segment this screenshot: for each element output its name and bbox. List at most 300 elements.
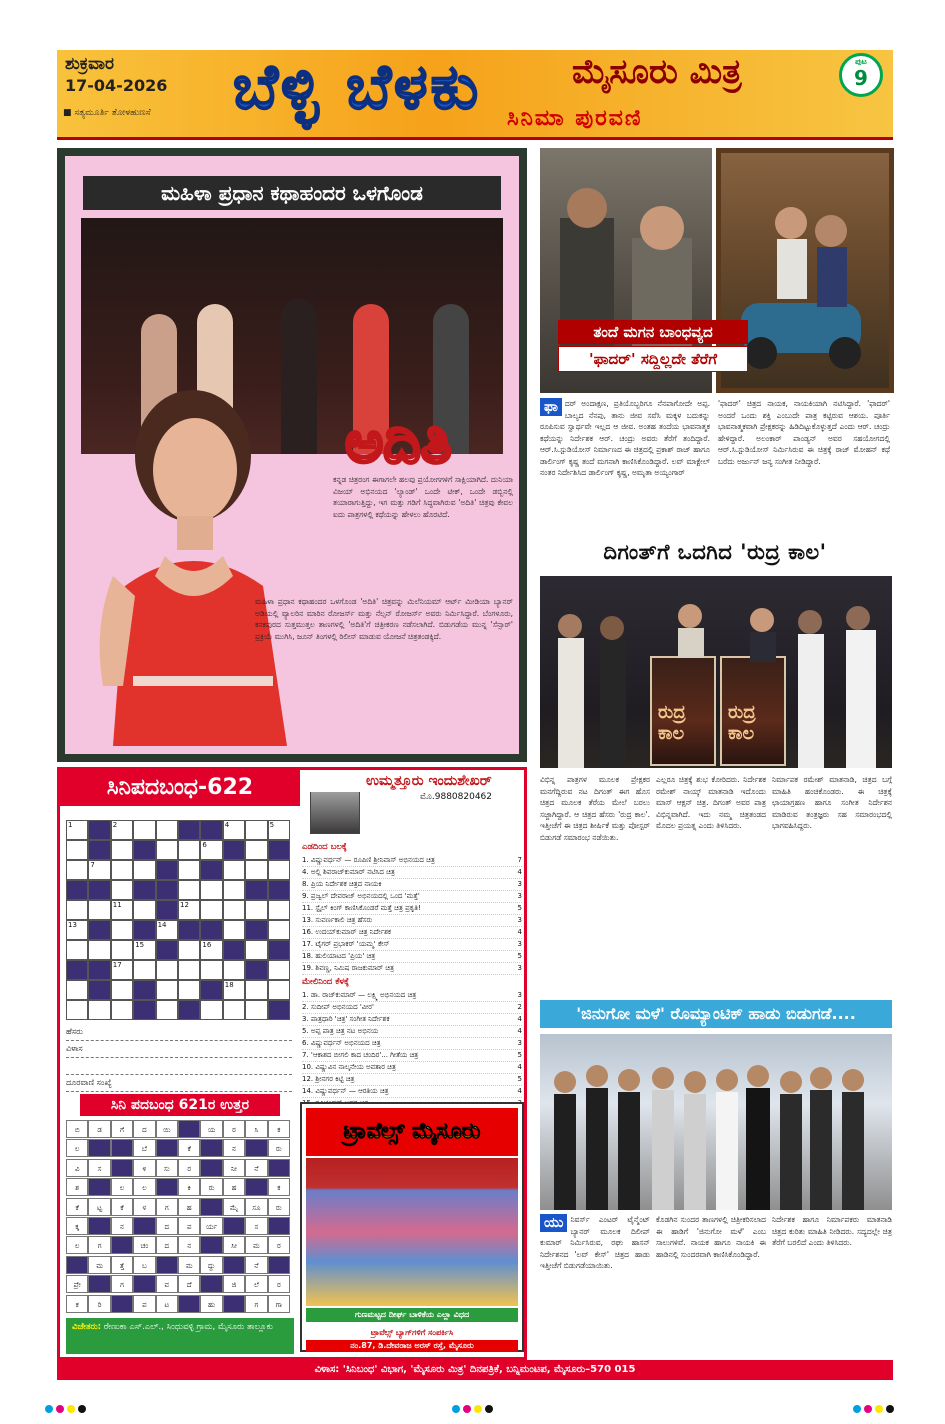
answer-cell: ಕ bbox=[66, 1295, 88, 1313]
aditi-headline: ಮಹಿಳಾ ಪ್ರಧಾನ ಕಥಾಹಂದರ ಒಳಗೊಂಡ bbox=[83, 176, 501, 210]
poster-title-text: ರುದ್ರ ಕಾಲ bbox=[658, 702, 686, 744]
clue-number: 15 bbox=[135, 941, 145, 949]
clue-length: 4 bbox=[517, 1063, 522, 1071]
crossword-cell[interactable] bbox=[111, 820, 133, 840]
across-clue bbox=[302, 903, 522, 915]
crossword-cell[interactable] bbox=[66, 820, 88, 840]
answer-cell: ಬ bbox=[133, 1256, 155, 1274]
across-clue bbox=[302, 963, 522, 975]
registration-mark bbox=[463, 1405, 471, 1413]
answer-cell: ದ್ದು bbox=[200, 1256, 222, 1274]
crossword-cell[interactable] bbox=[245, 840, 267, 860]
answer-cell: ಬಿ bbox=[66, 1120, 88, 1138]
answer-block-cell bbox=[200, 1275, 222, 1293]
clue-length: 3 bbox=[517, 880, 522, 888]
registration-mark bbox=[45, 1405, 53, 1413]
crossword-cell[interactable] bbox=[178, 940, 200, 960]
answer-cell: ಸೀ bbox=[223, 1236, 245, 1254]
crossword-cell[interactable] bbox=[88, 1000, 110, 1020]
crossword-block-cell bbox=[88, 840, 110, 860]
crossword-block-cell bbox=[133, 980, 155, 1000]
page-number-badge bbox=[839, 53, 883, 97]
crossword-block-cell bbox=[268, 840, 290, 860]
crossword-cell[interactable] bbox=[245, 860, 267, 880]
answer-cell: ರಿ bbox=[88, 1295, 110, 1313]
clue-length: 3 bbox=[517, 940, 522, 948]
answer-block-cell bbox=[268, 1256, 290, 1274]
across-clue bbox=[302, 891, 522, 903]
aditi-title: ಅದಿತಿ bbox=[345, 408, 452, 476]
crossword-cell[interactable] bbox=[133, 960, 155, 980]
clue-length: 3 bbox=[517, 892, 522, 900]
jinugo-body-col3: ನಿರ್ದೇಶಕ ಹಾಗೂ ನಿರ್ಮಾಪಕರು ಮಾತನಾಡಿ ಚಿತ್ರದ ಕುರಿತು ಮಾಹಿತಿ ನೀಡಿದರು. ಸದ್ಯದಲ್ಲೇ ಚಿತ್ರ ತೆರೆಗೆ ಬರಲಿದೆ ಎಂದು ತಿಳಿಸಿದರು. bbox=[772, 1215, 892, 1247]
crossword-block-cell bbox=[223, 940, 245, 960]
answer-cell: ಸಿ bbox=[245, 1120, 267, 1138]
clue-length: 3 bbox=[517, 916, 522, 924]
form-phone-label: ದೂರವಾಣಿ ಸಂಖ್ಯೆ bbox=[66, 1078, 112, 1087]
clue-text: 6. ವಿಷ್ಣುವರ್ಧನ್ ಅಭಿನಯದ ಚಿತ್ರ bbox=[302, 1039, 381, 1047]
clue-text: 18. ಹುಲಿಯಾಟದ 'ಪ್ರಿಯ' ಚಿತ್ರ bbox=[302, 952, 376, 960]
answer-cell: ಕ bbox=[268, 1120, 290, 1138]
crossword-title: ಸಿನಿಪದಬಂಧ-622 bbox=[60, 770, 300, 806]
answer-cell: ರ್ಯ bbox=[200, 1217, 222, 1235]
rudra-event-photo bbox=[540, 576, 892, 768]
clue-number: 17 bbox=[112, 961, 122, 969]
crossword-cell[interactable] bbox=[66, 1000, 88, 1020]
crossword-cell[interactable] bbox=[111, 900, 133, 920]
crossword-cell[interactable] bbox=[223, 860, 245, 880]
crossword-cell[interactable] bbox=[88, 940, 110, 960]
answer-cell: ಹ bbox=[178, 1198, 200, 1216]
answer-cell: ದ bbox=[156, 1217, 178, 1235]
crossword-cell[interactable] bbox=[245, 980, 267, 1000]
jinugo-headline: 'ಜಿನುಗೋ ಮಳೆ' ರೊಮ್ಯಾಂಟಿಕ್ ಹಾಡು ಬಿಡುಗಡೆ.... bbox=[540, 1000, 892, 1028]
crossword-block-cell bbox=[88, 960, 110, 980]
crossword-cell[interactable] bbox=[245, 1000, 267, 1020]
answer-block-cell bbox=[200, 1236, 222, 1254]
answer-cell: ಸ bbox=[88, 1159, 110, 1177]
crossword-cell[interactable] bbox=[200, 880, 222, 900]
registration-mark bbox=[875, 1405, 883, 1413]
crossword-block-cell bbox=[245, 880, 267, 900]
answer-cell: ಗಾ bbox=[268, 1295, 290, 1313]
answer-cell: ಮ bbox=[245, 1236, 267, 1254]
jinugo-people-illustration bbox=[540, 1034, 892, 1210]
crossword-block-cell bbox=[268, 940, 290, 960]
previous-answer-grid bbox=[66, 1120, 294, 1316]
ad-line2: ಟ್ರಾವೆಲ್ಸ್ ಬ್ಯಾಗ್‌ಗಳಿಗೆ ಸಂಪರ್ಕಿಸಿ bbox=[306, 1326, 518, 1340]
clues-down-heading: ಮೇಲಿನಿಂದ ಕೆಳಕ್ಕೆ bbox=[302, 977, 349, 987]
clues-down-list bbox=[302, 990, 522, 1110]
crossword-cell[interactable] bbox=[223, 980, 245, 1000]
crossword-cell[interactable] bbox=[133, 940, 155, 960]
answer-cell: ಲ bbox=[66, 1236, 88, 1254]
clue-length: 4 bbox=[517, 1015, 522, 1023]
answer-cell: ಮ bbox=[88, 1256, 110, 1274]
jinugo-dropcap: ಯು bbox=[540, 1214, 567, 1232]
actress-illustration bbox=[73, 386, 325, 746]
crossword-cell[interactable] bbox=[66, 940, 88, 960]
aditi-actress-photo bbox=[73, 386, 325, 746]
answer-block-cell bbox=[245, 1139, 267, 1157]
crossword-block-cell bbox=[268, 880, 290, 900]
father-headline bbox=[558, 320, 748, 372]
answer-cell: ಳಿ bbox=[133, 1159, 155, 1177]
crossword-cell[interactable] bbox=[133, 860, 155, 880]
clue-number: 4 bbox=[224, 821, 230, 829]
down-clue bbox=[302, 1062, 522, 1074]
answer-cell: ಬೆ bbox=[133, 1139, 155, 1157]
crossword-cell[interactable] bbox=[268, 820, 290, 840]
jinugo-event-photo bbox=[540, 1034, 892, 1210]
father-dropcap: ಫಾ bbox=[540, 398, 562, 416]
ad-line1: ಗುಣಮಟ್ಟದ ದೀರ್ಘ ಬಾಳಿಕೆಯ ಎಲ್ಲಾ ವಿಧದ bbox=[306, 1308, 518, 1322]
crossword-cell[interactable] bbox=[156, 1000, 178, 1020]
crossword-author-phone: ಮೊ.9880820462 bbox=[420, 792, 493, 802]
rudra-body-col3: ನಿರ್ಮಾಪಕ ರಮೇಶ್ ಮಾತನಾಡಿ, ಚಿತ್ರದ ಬಗ್ಗೆ ಮಾಹಿತಿ ಹಂಚಿಕೊಂಡರು. ಈ ಚಿತ್ರಕ್ಕೆ ಛಾಯಾಗ್ರಹಣ ಹಾಗೂ ಸಂಗೀತ ನಿರ್ದೇಶನ ಮಾಡಿರುವ ತಂತ್ರಜ್ಞರು ಸಹ ಸಮಾರಂಭದಲ್ಲಿ ಭಾಗವಹಿಸಿದ್ದರು. bbox=[772, 775, 892, 830]
crossword-block-cell bbox=[156, 880, 178, 900]
crossword-cell[interactable] bbox=[111, 920, 133, 940]
answer-block-cell bbox=[268, 1217, 290, 1235]
clue-text: 13. ಸುವರ್ಣಕಾಲಿ ಚಿತ್ರ ಹೆಸರು bbox=[302, 916, 373, 924]
answer-cell: ಲ bbox=[133, 1178, 155, 1196]
answer-block-cell bbox=[223, 1256, 245, 1274]
clue-text: 11. ಸ್ಟೈಲ್ ಕಿಂಗ್ ಕಾಣಿಸಿಕೊಂಡರೆ ಮತ್ತೆ ಚಿತ್ರ ಪ್ರಕೃತಿ! bbox=[302, 904, 421, 912]
answer-cell: ದ bbox=[156, 1236, 178, 1254]
clues-across-list bbox=[302, 855, 522, 975]
answer-block-cell bbox=[133, 1217, 155, 1235]
crossword-block-cell bbox=[223, 840, 245, 860]
crossword-block-cell bbox=[245, 960, 267, 980]
crossword-cell[interactable] bbox=[223, 880, 245, 900]
ad-shop-photo bbox=[306, 1158, 518, 1306]
clue-length: 3 bbox=[517, 964, 522, 972]
clue-text: 3. ಪಾತ್ರಧಾರಿ 'ಚಿತ್ರ' ಸಂಗೀತ ನಿರ್ದೇಶಕ bbox=[302, 1015, 390, 1023]
answer-cell: ವ bbox=[156, 1275, 178, 1293]
answer-cell: ನ bbox=[223, 1139, 245, 1157]
across-clue bbox=[302, 927, 522, 939]
aditi-panel bbox=[65, 156, 519, 754]
aditi-article bbox=[57, 148, 527, 762]
clue-text: 14. ವಿಷ್ಣುವರ್ಧನ್ — ಆರತಿಯ ಚಿತ್ರ bbox=[302, 1087, 389, 1095]
newspaper-logo: ಮೈಸೂರು ಮಿತ್ರ bbox=[572, 52, 742, 92]
page-number: 9 bbox=[854, 66, 868, 90]
crossword-cell[interactable] bbox=[66, 840, 88, 860]
crossword-cell[interactable] bbox=[111, 940, 133, 960]
answer-cell: ಸ bbox=[245, 1217, 267, 1235]
crossword-cell[interactable] bbox=[245, 900, 267, 920]
answer-cell: ಗ bbox=[88, 1236, 110, 1254]
supplement-subtitle: ಸಿನಿಮಾ ಪುರವಣಿ bbox=[507, 106, 643, 131]
across-clue bbox=[302, 939, 522, 951]
clue-text: 17. ಟೈಗರ್ ಪ್ರಭಾಕರ್ 'ಯಮ್ಮ' ಕೇಸ್ bbox=[302, 940, 390, 948]
answer-block-cell bbox=[200, 1139, 222, 1157]
crossword-cell[interactable] bbox=[111, 860, 133, 880]
clue-text: 1. ಡಾ. ರಾಜ್‌ಕುಮಾರ್ — ಲಕ್ಷ್ಮಿ ಅಭಿನಯದ ಚಿತ್ರ bbox=[302, 991, 417, 999]
answer-cell: ಸು bbox=[156, 1159, 178, 1177]
answer-cell: ಶ bbox=[66, 1178, 88, 1196]
masthead-editor: ■ ಸತ್ಯಮೂರ್ತಿ ತೋಳಹುಣಸೆ bbox=[63, 108, 151, 118]
registration-mark bbox=[78, 1405, 86, 1413]
ad-address: ನಂ.87, ಡಿ.ದೇವರಾಜ ಅರಸ್ ರಸ್ತೆ, ಮೈಸೂರು bbox=[306, 1340, 518, 1352]
crossword-cell[interactable] bbox=[268, 980, 290, 1000]
registration-mark bbox=[485, 1405, 493, 1413]
crossword-cell[interactable] bbox=[156, 820, 178, 840]
answer-cell: ರ bbox=[223, 1120, 245, 1138]
crossword-block-cell bbox=[178, 820, 200, 840]
answer-block-cell bbox=[111, 1159, 133, 1177]
crossword-cell[interactable] bbox=[133, 820, 155, 840]
crossword-postal-address: ವಿಳಾಸ: 'ಸಿನಿಬಂಧ' ವಿಭಾಗ, 'ಮೈಸೂರು ಮಿತ್ರ' ದಿನಪತ್ರಿಕೆ, ಬನ್ನಿಮಂಟಪ, ಮೈಸೂರು–570 015 bbox=[57, 1360, 893, 1380]
answer-cell: ಲ bbox=[111, 1178, 133, 1196]
crossword-cell[interactable] bbox=[88, 860, 110, 880]
jinugo-body-col1 bbox=[540, 1214, 650, 1272]
answer-block-cell bbox=[88, 1178, 110, 1196]
crossword-cell[interactable] bbox=[178, 960, 200, 980]
answer-cell: ದ bbox=[133, 1120, 155, 1138]
crossword-cell[interactable] bbox=[156, 920, 178, 940]
clue-length: 3 bbox=[517, 991, 522, 999]
registration-mark bbox=[853, 1405, 861, 1413]
masthead-date: 17-04-2026 bbox=[65, 76, 168, 95]
father-headline-line2: 'ಫಾದರ್' ಸದ್ದಿಲ್ಲದೇ ತೆರೆಗೆ bbox=[558, 346, 748, 372]
clue-text: 8. ಪ್ರಿಯ ನಿರ್ದೇಶಕ ಚಿತ್ರದ ನಾಯಕಿ bbox=[302, 880, 382, 888]
crossword-cell[interactable] bbox=[156, 840, 178, 860]
jinugo-body-col2: ಕೊಡಗಿನ ಸುಂದರ ತಾಣಗಳಲ್ಲಿ ಚಿತ್ರೀಕರಿಸಲಾದ ಈ ಹಾಡಿಗೆ 'ಜಿನುಗೋ ಮಳೆ' ಎಂಬ ಸಾಲುಗಳಿವೆ. ನಾಯಕ ಹಾಗೂ ನಾಯಕಿ ಈ ಹಾಡಿನಲ್ಲಿ ಸುಂದರವಾಗಿ ಕಾಣಿಸಿಕೊಂಡಿದ್ದಾರೆ. bbox=[656, 1215, 766, 1259]
answer-cell: ಪ bbox=[178, 1217, 200, 1235]
form-name-label: ಹೆಸರು bbox=[66, 1027, 83, 1036]
crossword-cell[interactable] bbox=[178, 880, 200, 900]
down-clue bbox=[302, 1074, 522, 1086]
answer-block-cell bbox=[156, 1178, 178, 1196]
answer-block-cell bbox=[245, 1178, 267, 1196]
form-name-field[interactable] bbox=[66, 1024, 292, 1041]
crossword-cell[interactable] bbox=[133, 900, 155, 920]
crossword-block-cell bbox=[200, 860, 222, 880]
clue-number: 6 bbox=[202, 841, 207, 849]
crossword-cell[interactable] bbox=[223, 1000, 245, 1020]
answer-cell: ವಿ bbox=[66, 1159, 88, 1177]
answer-cell: ಗ bbox=[111, 1275, 133, 1293]
crossword-block-cell bbox=[88, 980, 110, 1000]
father-body-col1 bbox=[540, 398, 710, 479]
father-body-text: ದರ್ ಅಂದಾಕ್ಷಣ, ಪ್ರತಿಯೊಬ್ಬರಿಗೂ ನೆನಪಾಗೋದೇ ಅಪ್ಪ. ಬಾಲ್ಯದ ನೆನಪು, ತಾನು ಜೀವ ಸವೆಸಿ ಮಕ್ಕಳ ಬದುಕನ್ನು ರೂಪಿಸುವ ಸ್ವಾರ್ಥವೇ ಇಲ್ಲದ ಆ ಜೀವ. ಅಂತಹ ತಂದೆಯ ಭಾವನಾತ್ಮಕ ಕಥೆಯನ್ನು ನಿರ್ದೇಶಕ ಆರ್. ಚಂದ್ರು ಅವರು ತೆರೆಗೆ ತಂದಿದ್ದಾರೆ. ಆರ್.ಸಿ.ಸ್ಟುಡಿಯೋಸ್ ನಿರ್ಮಾಣದ ಈ ಚಿತ್ರದಲ್ಲಿ ಪ್ರಕಾಶ್ ರಾಜ್ ಹಾಗೂ ಡಾರ್ಲಿಂಗ್ ಕೃಷ್ಣ ತಂದೆ ಮಗನಾಗಿ ಕಾಣಿಸಿಕೊಂಡಿದ್ದಾರೆ. ಲವ್ ಮಾಕ್ಟೇಲ್ ನಂತರ ನಿರ್ದೇಶಿಸಿದ ಡಾರ್ಲಿಂಗ್ ಕೃಷ್ಣ, ಅಮೃತಾ ಅಯ್ಯಂಗಾರ್ bbox=[540, 399, 710, 477]
clue-number: 14 bbox=[157, 921, 167, 929]
answer-cell: ಕೆ bbox=[66, 1198, 88, 1216]
page-label: ಪುಟ bbox=[855, 57, 867, 66]
answer-cell: ಡ bbox=[88, 1120, 110, 1138]
crossword-cell[interactable] bbox=[200, 900, 222, 920]
supplement-title: ಬೆಳ್ಳಿ ಬೆಳಕು bbox=[233, 50, 482, 123]
crossword-block-cell bbox=[133, 880, 155, 900]
crossword-block-cell bbox=[133, 1000, 155, 1020]
father-headline-line1: ತಂದೆ ಮಗನ ಬಾಂಧವ್ಯದ bbox=[558, 320, 748, 344]
crossword-cell[interactable] bbox=[156, 960, 178, 980]
crossword-block-cell bbox=[200, 920, 222, 940]
jinugo-body-text: ನಿವರ್ಸ್ ಎಂಟರ್ ಟೈನ್ಮೆಂಟ್ ಬ್ಯಾನರ್ ಮೂಲಕ ದಿಲೀಪ್ ಕುಮಾರ್ ನಿರ್ಮಿಸಿರುವ, ರಘು ಹಾಸನ್ ನಿರ್ದೇಶನದ 'ಲವ್ ಕೇಸ್' ಚಿತ್ರದ ಹಾಡು ಇತ್ತೀಚೆಗೆ ಬಿಡುಗಡೆಯಾಯಿತು. bbox=[540, 1215, 650, 1270]
answer-cell: ನೆ bbox=[245, 1159, 267, 1177]
crossword-block-cell bbox=[133, 920, 155, 940]
registration-mark bbox=[886, 1405, 894, 1413]
answer-cell: ಕ bbox=[268, 1178, 290, 1196]
crossword-cell[interactable] bbox=[268, 860, 290, 880]
down-clue bbox=[302, 1026, 522, 1038]
crossword-block-cell bbox=[88, 820, 110, 840]
across-clue bbox=[302, 915, 522, 927]
crossword-block-cell bbox=[178, 920, 200, 940]
answer-block-cell bbox=[111, 1139, 133, 1157]
crossword-block-cell bbox=[200, 980, 222, 1000]
clue-number: 16 bbox=[202, 941, 212, 949]
clue-text: 2. ಸುದೀಪ್ ಅಭಿನಯದ 'ವೀರ' bbox=[302, 1003, 374, 1011]
crossword-cell[interactable] bbox=[66, 860, 88, 880]
answer-cell: ಮ bbox=[178, 1256, 200, 1274]
answer-cell: ಯ bbox=[200, 1120, 222, 1138]
answer-cell: ರು bbox=[268, 1139, 290, 1157]
crossword-cell[interactable] bbox=[200, 960, 222, 980]
crossword-block-cell bbox=[88, 880, 110, 900]
answer-block-cell bbox=[111, 1295, 133, 1313]
aditi-body-text-continued: ಮಹಿಳಾ ಪ್ರಧಾನ ಕಥಾಹಂದರ ಒಳಗೊಂಡ 'ಅದಿತಿ' ಚಿತ್ರವನ್ನು ಮಿಲೆನಿಯಮ್ ಆರ್ಟ್ ಮೀಡಿಯಾ ಬ್ಯಾನರ್ ಅಡಿಯಲ್ಲಿ ವ್ಯಾಲರಿನ ಮಾರಿನ ರೋಜರ್ಸ್ ಮತ್ತು ನೆಲ್ಸನ್ ರೋಜರ್ಸ್ ಅವರು ನಿರ್ಮಿಸಿದ್ದಾರೆ. ಬೆಂಗಳೂರು, ಕನಕಪುರದ ಸುತ್ತಮುತ್ತಲ ತಾಣಗಳಲ್ಲಿ 'ಅದಿತಿ'ಗೆ ಚಿತ್ರೀಕರಣ ನಡೆಸಲಾಗಿದೆ. ಬಿಡುಗಡೆಯ ಮುನ್ನ 'ಸೆನ್ಸಾರ್' ಪ್ರಕ್ರಿಯೆ ಮುಗಿಸಿ, ಜೂನ್ ತಿಂಗಳಲ್ಲಿ ರಿಲೀಸ್ ಮಾಡುವ ಯೋಜನೆ ಚಿತ್ರತಂಡಕ್ಕಿದೆ. bbox=[255, 597, 513, 641]
answer-cell: ರ bbox=[268, 1236, 290, 1254]
across-clue bbox=[302, 855, 522, 867]
answer-block-cell bbox=[133, 1275, 155, 1293]
clue-text: 10. ವಿಷ್ಣುವಿನ ನಾಲ್ಕನೇಯ ಅವತಾರ ಚಿತ್ರ bbox=[302, 1063, 396, 1071]
clue-text: 19. ಶಿವಣ್ಣ, ನಿಮಿಷ ರಾಜಕುಮಾರ್ ಚಿತ್ರ bbox=[302, 964, 394, 972]
crossword-cell[interactable] bbox=[268, 900, 290, 920]
poster-title-text: ರುದ್ರ ಕಾಲ bbox=[728, 702, 756, 744]
winner-label: ವಿಜೇತರು: bbox=[72, 1322, 102, 1332]
crossword-cell[interactable] bbox=[111, 1000, 133, 1020]
crossword-cell[interactable] bbox=[178, 840, 200, 860]
across-clue bbox=[302, 951, 522, 963]
rudra-people-illustration bbox=[540, 576, 892, 768]
answer-block-cell bbox=[223, 1295, 245, 1313]
crossword-cell[interactable] bbox=[200, 1000, 222, 1020]
ad-title: ಟ್ರಾವೆಲ್ಸ್ ಮೈಸೂರು bbox=[306, 1108, 518, 1156]
crossword-cell[interactable] bbox=[66, 900, 88, 920]
crossword-block-cell bbox=[66, 880, 88, 900]
crossword-cell[interactable] bbox=[111, 980, 133, 1000]
answer-cell: ರು bbox=[268, 1198, 290, 1216]
answer-cell: ಕೆ bbox=[178, 1139, 200, 1157]
answer-block-cell bbox=[88, 1217, 110, 1235]
answer-cell: ಪ bbox=[133, 1295, 155, 1313]
form-phone-field[interactable] bbox=[66, 1075, 292, 1092]
down-clue bbox=[302, 1038, 522, 1050]
travels-advertisement bbox=[300, 1102, 524, 1352]
crossword-block-cell bbox=[156, 900, 178, 920]
answer-cell: ಳ bbox=[133, 1198, 155, 1216]
crossword-clues bbox=[302, 840, 522, 1110]
answer-cell: ಚಂ bbox=[133, 1236, 155, 1254]
clue-text: 9. ಪ್ರಜ್ವಲ್ ದೇವರಾಜ್ ಅಭಿನಯದಲ್ಲಿ ಒಂದ 'ಮತ್ತೆ' bbox=[302, 892, 420, 900]
crossword-cell[interactable] bbox=[223, 960, 245, 980]
answer-cell: ಸೂ bbox=[245, 1198, 267, 1216]
answer-block-cell bbox=[156, 1256, 178, 1274]
crossword-cell[interactable] bbox=[66, 980, 88, 1000]
crossword-cell[interactable] bbox=[200, 940, 222, 960]
answer-cell: ದೆ bbox=[178, 1275, 200, 1293]
clue-number: 1 bbox=[68, 821, 73, 829]
crossword-cell[interactable] bbox=[245, 820, 267, 840]
crossword-cell[interactable] bbox=[268, 920, 290, 940]
clue-length: 4 bbox=[517, 1027, 522, 1035]
crossword-cell[interactable] bbox=[178, 900, 200, 920]
answer-cell: ಕ್ಕ bbox=[66, 1217, 88, 1235]
crossword-cell[interactable] bbox=[200, 840, 222, 860]
form-blank-line[interactable] bbox=[66, 1058, 292, 1075]
crossword-cell[interactable] bbox=[223, 900, 245, 920]
clue-length: 5 bbox=[517, 1051, 522, 1059]
crossword-cell[interactable] bbox=[223, 820, 245, 840]
crossword-cell[interactable] bbox=[111, 960, 133, 980]
clue-number: 18 bbox=[224, 981, 234, 989]
answer-block-cell bbox=[88, 1275, 110, 1293]
crossword-cell[interactable] bbox=[66, 920, 88, 940]
crossword-cell[interactable] bbox=[245, 940, 267, 960]
answer-cell: ನೀ bbox=[223, 1159, 245, 1177]
answer-cell: ಪ್ರೇ bbox=[66, 1275, 88, 1293]
down-clue bbox=[302, 1050, 522, 1062]
across-clue bbox=[302, 879, 522, 891]
clue-length: 5 bbox=[517, 904, 522, 912]
crossword-cell[interactable] bbox=[223, 920, 245, 940]
crossword-block-cell bbox=[268, 1000, 290, 1020]
answer-cell: ಜಿ bbox=[223, 1275, 245, 1293]
previous-answer-title: ಸಿನಿ ಪದಬಂಧ 621ರ ಉತ್ತರ bbox=[80, 1094, 280, 1116]
answer-cell: ಲ bbox=[66, 1139, 88, 1157]
crossword-author: ಉಮ್ಮತ್ತೂರು ಇಂದುಶೇಖರ್ bbox=[308, 770, 524, 792]
answer-cell: ತ್ತೆ bbox=[111, 1256, 133, 1274]
answer-cell: ಕಿ bbox=[178, 1178, 200, 1196]
clue-length: 7 bbox=[517, 856, 522, 864]
answer-block-cell bbox=[111, 1236, 133, 1254]
crossword-cell[interactable] bbox=[268, 960, 290, 980]
crossword-block-cell bbox=[66, 960, 88, 980]
crossword-grid bbox=[66, 820, 294, 1020]
crossword-block-cell bbox=[133, 840, 155, 860]
form-address-field[interactable] bbox=[66, 1041, 292, 1058]
crossword-block-cell bbox=[156, 860, 178, 880]
answer-cell: ರ bbox=[268, 1275, 290, 1293]
clue-length: 3 bbox=[517, 1039, 522, 1047]
answer-cell: ನ bbox=[178, 1236, 200, 1254]
crossword-block-cell bbox=[88, 920, 110, 940]
answer-block-cell bbox=[268, 1159, 290, 1177]
rudra-headline: ದಿಗಂತ್‌ಗೆ ಒದಗಿದ 'ರುದ್ರ ಕಾಲ' bbox=[603, 540, 827, 564]
answer-block-cell bbox=[88, 1139, 110, 1157]
crossword-cell[interactable] bbox=[88, 900, 110, 920]
clue-length: 4 bbox=[517, 1087, 522, 1095]
registration-mark bbox=[864, 1405, 872, 1413]
answer-cell: ಲೆ bbox=[245, 1275, 267, 1293]
clue-length: 5 bbox=[517, 1075, 522, 1083]
answer-cell: ಗ bbox=[156, 1198, 178, 1216]
crossword-cell[interactable] bbox=[111, 880, 133, 900]
answer-block-cell bbox=[156, 1139, 178, 1157]
answer-cell: ರ bbox=[178, 1159, 200, 1177]
crossword-cell[interactable] bbox=[111, 840, 133, 860]
answer-cell: ಟ bbox=[156, 1295, 178, 1313]
clue-length: 2 bbox=[517, 1003, 522, 1011]
registration-mark bbox=[67, 1405, 75, 1413]
answer-cell: ಗೆ bbox=[111, 1120, 133, 1138]
crossword-cell[interactable] bbox=[178, 980, 200, 1000]
crossword-cell[interactable] bbox=[156, 980, 178, 1000]
registration-mark bbox=[474, 1405, 482, 1413]
crossword-cell[interactable] bbox=[178, 860, 200, 880]
